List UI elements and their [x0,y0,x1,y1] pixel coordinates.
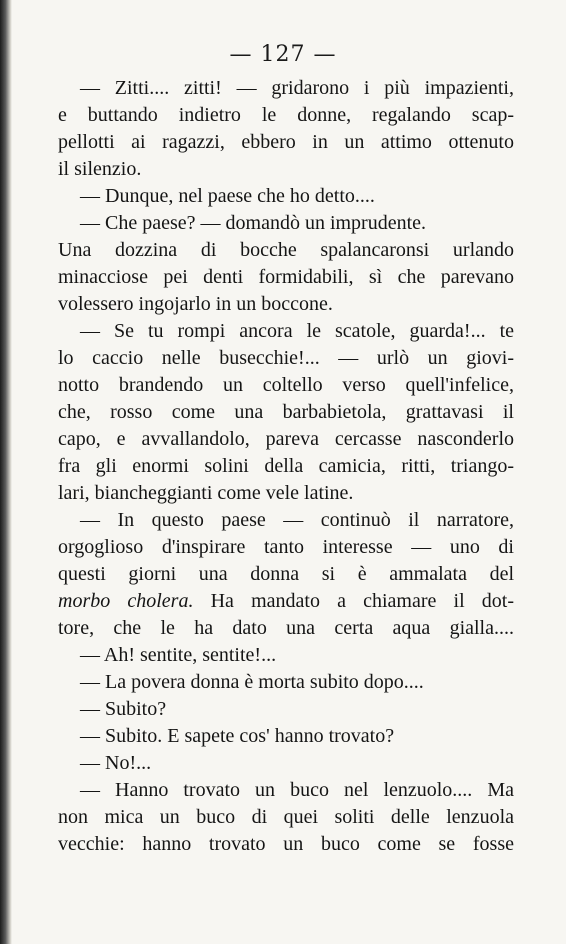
text-line: — In questo paese — continuò il narratore, [80,509,514,531]
italic-term: morbo cholera. [58,590,194,612]
text-line: — Se tu rompi ancora le scatole, guarda!... te [80,320,514,342]
text-line: capo, e avvallandolo, pareva cercasse nasconderlo [58,428,514,450]
text-line: fra gli enormi solini della camicia, ritti, triango- [58,455,514,477]
text-line: il silenzio. [58,158,142,180]
text-line: — Zitti.... zitti! — gridarono i più impazienti, [80,77,514,99]
page-spine-shadow [0,0,12,944]
text-line: — No!... [80,752,152,774]
text-line: pellotti ai ragazzi, ebbero in un attimo ottenuto [58,131,514,153]
text-line: — Hanno trovato un buco nel lenzuolo.... Ma [80,779,514,801]
text-line-mixed [58,588,514,615]
text-line: non mica un buco di quei soliti delle lenzuola [58,806,514,828]
text-line: e buttando indietro le donne, regalando scap- [58,104,514,126]
body-text [58,75,514,858]
text-line: lari, biancheggianti come vele latine. [58,482,354,504]
text-line: — Subito? [80,698,167,720]
text-line: — Dunque, nel paese che ho detto.... [80,185,375,207]
text-line: — La povera donna è morta subito dopo.... [80,671,424,693]
text-line: che, rosso come una barbabietola, grattavasi il [58,401,514,423]
text-line: notto brandendo un coltello verso quell'infelice, [58,374,514,396]
text-line: lo caccio nelle busecchie!... — urlò un giovi- [58,347,514,369]
text-span: Ha mandato a chiamare il dot- [193,590,514,612]
text-line: orgoglioso d'inspirare tanto interesse — uno di [58,536,514,558]
text-line: — Ah! sentite, sentite!... [80,644,277,666]
text-line: questi giorni una donna si è ammalata del [58,563,514,585]
text-line: vecchie: hanno trovato un buco come se fosse [58,833,514,855]
text-line: Una dozzina di bocche spalancaronsi urlando [58,239,514,261]
text-line: minacciose pei denti formidabili, sì che parevano [58,266,514,288]
text-line: tore, che le ha dato una certa aqua gialla.... [58,617,514,639]
page-number-header: — 127 — [229,42,337,67]
text-line: — Subito. E sapete cos' hanno trovato? [80,725,395,747]
text-line: volessero ingojarlo in un boccone. [58,293,333,315]
text-line: — Che paese? — domandò un imprudente. [80,212,427,234]
